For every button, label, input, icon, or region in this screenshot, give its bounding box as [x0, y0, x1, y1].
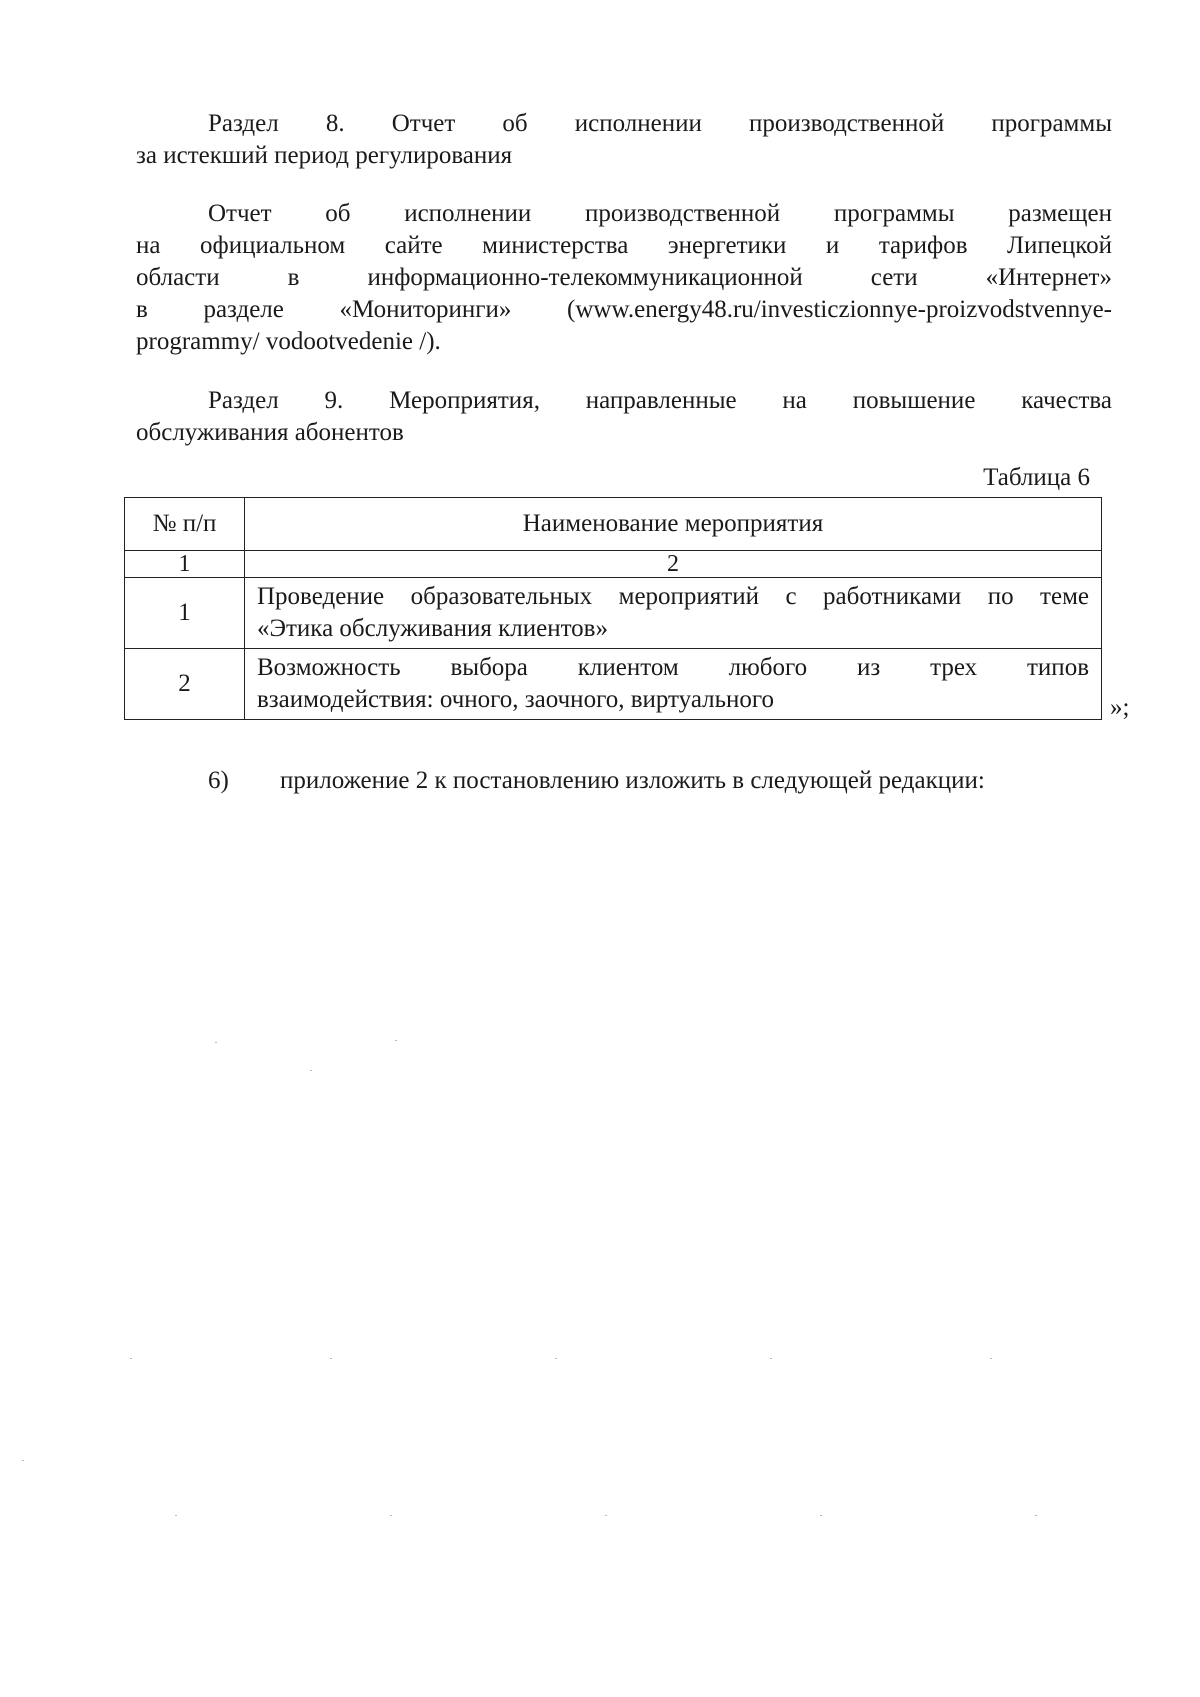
item-6: [208, 765, 985, 797]
index-cell-1: 1: [125, 551, 245, 578]
scan-speck: [390, 1515, 392, 1516]
row-number: 1: [125, 578, 245, 649]
scan-speck: [820, 1515, 822, 1516]
scan-speck: [395, 1040, 397, 1041]
item-6-text: приложение 2 к постановлению изложить в следующей редакции:: [280, 767, 985, 794]
closing-quote: »;: [1110, 694, 1130, 721]
index-cell-2: 2: [245, 551, 1102, 578]
section-9-line-2: обслуживания абонентов: [136, 419, 404, 446]
header-measure-name: Наименование мероприятия: [245, 498, 1102, 551]
scan-speck: [555, 1358, 557, 1359]
item-6-number: 6): [208, 767, 229, 794]
scan-speck: [175, 1515, 177, 1516]
measures-table: [124, 497, 1102, 720]
row-text: Проведение образовательных мероприятий с работниками по теме «Этика обслуживания клиентов»: [245, 578, 1102, 649]
report-line-2: на официальном сайте министерства энергетики и тарифов Липецкой: [136, 232, 1112, 259]
table-row: [125, 578, 1102, 649]
scan-speck: [990, 1358, 992, 1359]
report-line-5: programmy/ vodootvedenie /).: [136, 328, 441, 355]
report-paragraph: [136, 198, 1112, 358]
report-line-1: Отчет об исполнении производственной программы размещен: [208, 200, 1112, 227]
report-line-3: области в информационно-телекоммуникационной сети «Интернет»: [136, 264, 1112, 291]
scan-speck: [605, 1515, 607, 1516]
section-8-line-1: Раздел 8. Отчет об исполнении производственной программы: [208, 110, 1112, 137]
row-number: 2: [125, 649, 245, 720]
row-text: Возможность выбора клиентом любого из трех типов взаимодействия: очного, заочного, виртуального: [245, 649, 1102, 720]
scan-speck: [770, 1358, 772, 1359]
scan-speck: [22, 1460, 24, 1461]
section-8-heading: [136, 108, 1112, 172]
scan-speck: [130, 1358, 132, 1359]
header-number: № п/п: [125, 498, 245, 551]
scan-speck: [1035, 1515, 1037, 1516]
table-index-row: [125, 551, 1102, 578]
table-row: [125, 649, 1102, 720]
table-header-row: [125, 498, 1102, 551]
scan-speck: [310, 1070, 312, 1071]
table-caption: Таблица 6: [983, 464, 1090, 491]
section-9-heading: [136, 385, 1112, 449]
report-line-4: в разделе «Мониторинги» (www.energy48.ru/investiczionnye-proizvodstvennye-: [136, 296, 1112, 323]
scan-speck: [330, 1358, 332, 1359]
section-9-line-1: Раздел 9. Мероприятия, направленные на повышение качества: [208, 387, 1112, 414]
scan-speck: [215, 1042, 217, 1043]
section-8-line-2: за истекший период регулирования: [136, 142, 513, 169]
